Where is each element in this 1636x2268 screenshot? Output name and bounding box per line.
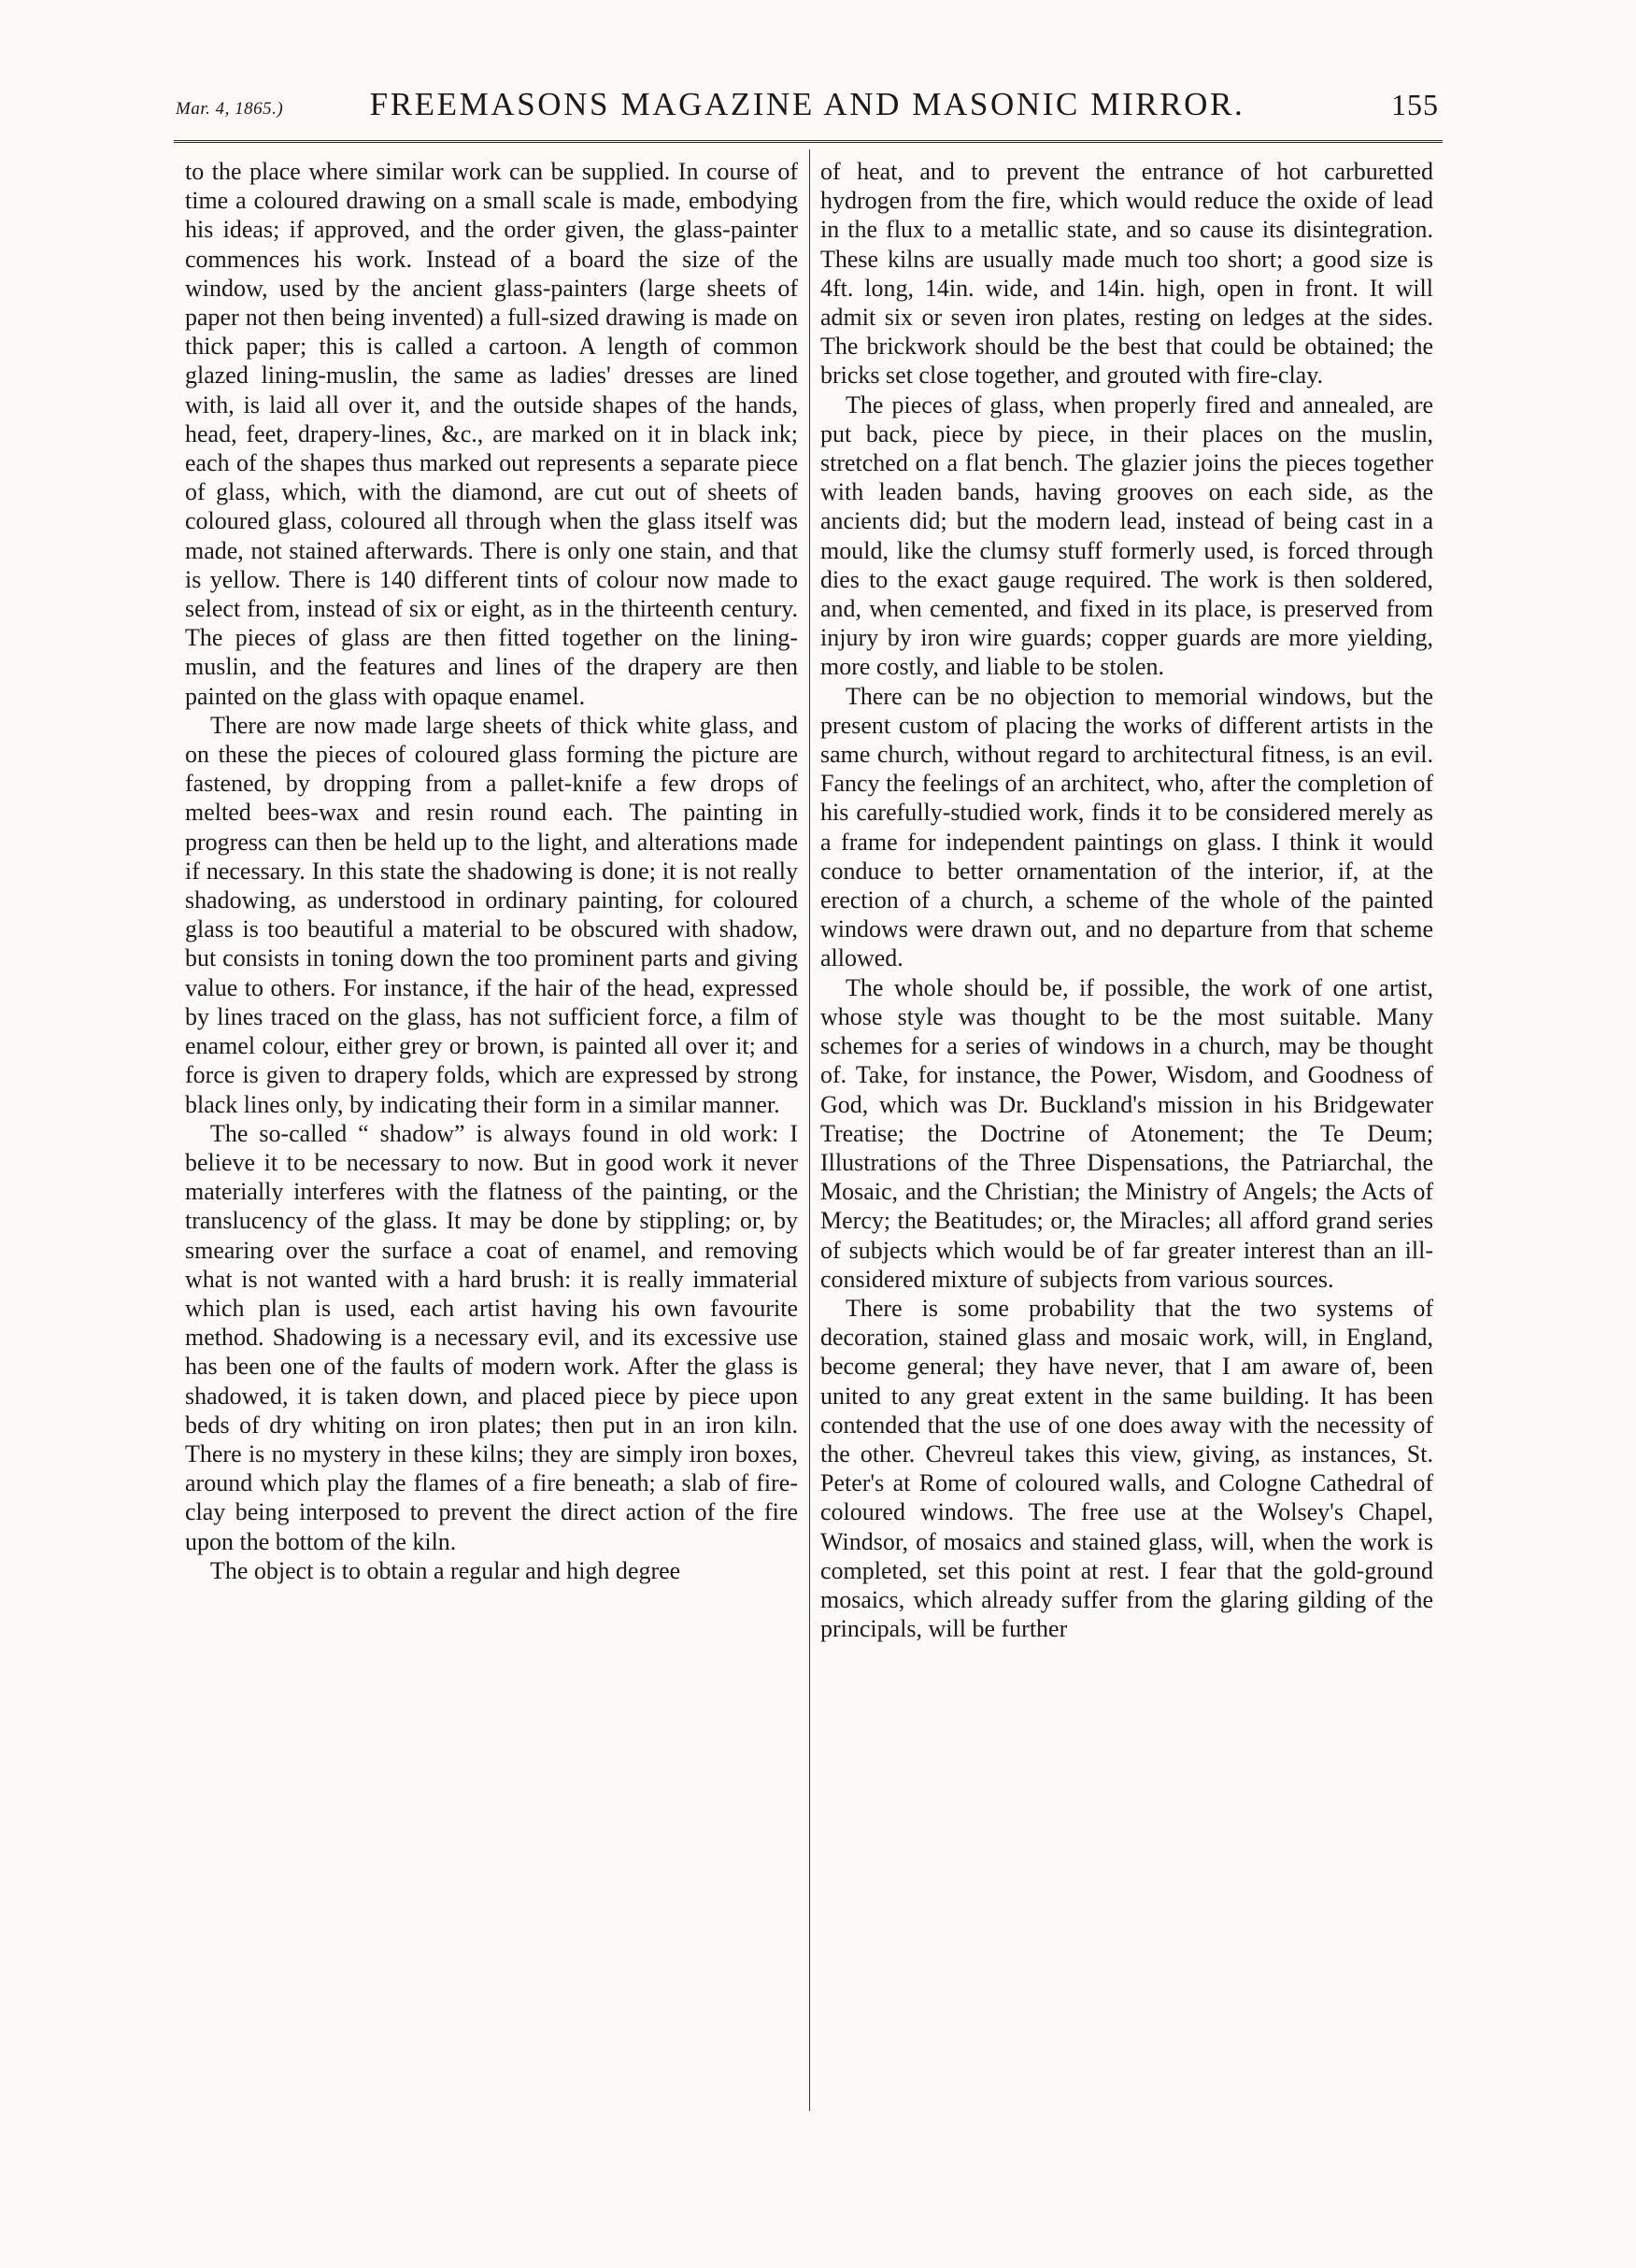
header-rule bbox=[174, 140, 1443, 143]
column-divider bbox=[809, 149, 810, 2111]
paragraph: of heat, and to prevent the entrance of hot carburetted hydrogen from the fire, which would reduce the oxide of lead in the flux to a metallic state, and so cause its disintegration. These kilns are usually made much too short; a good size is 4ft. long, 14in. wide, and 14in. high, open in front. It will admit six or seven iron plates, resting on ledges at the sides. The brickwork should be the best that could be obtained; the bricks set close together, and grouted with fire-clay. bbox=[820, 158, 1433, 390]
page-number: 155 bbox=[1391, 88, 1439, 121]
paragraph: The pieces of glass, when properly fired and annealed, are put back, piece by piece, in their places on the muslin, stretched on a flat bench. The glazier joins the pieces together with leaden bands, having grooves on each side, as the ancients did; but the modern lead, instead of being cast in a mould, like the clumsy stuff formerly used, is forced through dies to the exact gauge required. The work is then soldered, and, when cemented, and fixed in its place, is preserved from injury by iron wire guards; copper guards are more yielding, more costly, and liable to be stolen. bbox=[820, 390, 1433, 681]
paragraph: There is some probability that the two systems of decoration, stained glass and mosaic work, will, in England, become general; they have never, that I am aware of, been united to any great extent in the same building. It has been contended that the use of one does away with the necessity of the other. Chevreul takes this view, giving, as instances, St. Peter's at Rome of coloured walls, and Cologne Cathedral of coloured windows. The free use at the Wolsey's Chapel, Windsor, of mosaics and stained glass, will, when the work is completed, set this point at rest. I fear that the gold-ground mosaics, which already suffer from the glaring gilding of the principals, will be further bbox=[820, 1294, 1433, 1643]
paragraph: The whole should be, if possible, the work of one artist, whose style was thought to be the most suitable. Many schemes for a series of windows in a church, may be thought of. Take, for instance, the Power, Wisdom, and Goodness of God, which was Dr. Buckland's mission in his Bridgewater Treatise; the Doctrine of Atonement; the Te Deum; Illustrations of the Three Dispensations, the Patriarchal, the Mosaic, and the Christian; the Ministry of Angels; the Acts of Mercy; the Beatitudes; or, the Miracles; all afford grand series of subjects which would be of far greater interest than an ill-considered mixture of subjects from various sources. bbox=[820, 973, 1433, 1293]
paragraph: There can be no objection to memorial windows, but the present custom of placing the works of different artists in the same church, without regard to architectural fitness, is an evil. Fancy the feelings of an architect, who, after the completion of his carefully-studied work, finds it to be considered merely as a frame for independent paintings on glass. I think it would conduce to better ornamentation of the interior, if, at the erection of a church, a scheme of the whole of the painted windows were drawn out, and no departure from that scheme allowed. bbox=[820, 682, 1433, 972]
publication-title: FREEMASONS MAGAZINE AND MASONIC MIRROR. bbox=[369, 86, 1245, 122]
left-column bbox=[185, 157, 798, 1585]
paragraph: The object is to obtain a regular and high degree bbox=[210, 1556, 681, 1584]
right-column bbox=[820, 157, 1433, 1643]
running-header bbox=[176, 86, 1439, 131]
paragraph: There are now made large sheets of thick white glass, and on these the pieces of coloured glass forming the picture are fastened, by dropping from a pallet-knife a few drops of melted bees-wax and resin round each. The painting in progress can then be held up to the light, and alterations made if necessary. In this state the shadowing is done; it is not really shadowing, as understood in ordinary painting, for coloured glass is too beautiful a material to be obscured with shadow, but consists in toning down the too prominent parts and giving value to others. For instance, if the hair of the head, expressed by lines traced on the glass, has not sufficient force, a film of enamel colour, either grey or brown, is painted all over it; and force is given to drapery folds, which are expressed by strong black lines only, by indicating their form in a similar manner. bbox=[185, 711, 798, 1118]
paragraph: The so-called “ shadow” is always found in old work: I believe it to be necessary to now. But in good work it never materially interferes with the flatness of the painting, or the translucency of the glass. It may be done by stippling; or, by smearing over the surface a coat of enamel, and removing what is not wanted with a hard brush: it is really immaterial which plan is used, each artist having his own favourite method. Shadowing is a necessary evil, and its excessive use has been one of the faults of modern work. After the glass is shadowed, it is taken down, and placed piece by piece upon beds of dry whiting on iron plates; then put in an iron kiln. There is no mystery in these kilns; they are simply iron boxes, around which play the flames of a fire beneath; a slab of fire-clay being interposed to prevent the direct action of the fire upon the bottom of the kiln. bbox=[185, 1119, 798, 1555]
issue-date: Mar. 4, 1865.) bbox=[176, 99, 284, 119]
paragraph: to the place where similar work can be supplied. In course of time a coloured drawing on a small scale is made, embodying his ideas; if approved, and the order given, the glass-painter commences his work. Instead of a board the size of the window, used by the ancient glass-painters (large sheets of paper not then being invented) a full-sized drawing is made on thick paper; this is called a cartoon. A length of common glazed lining-muslin, the same as ladies' dresses are lined with, is laid all over it, and the outside shapes of the hands, head, feet, drapery-lines, &c., are marked on it in black ink; each of the shapes thus marked out represents a separate piece of glass, which, with the diamond, are cut out of sheets of coloured glass, coloured all through when the glass itself was made, not stained afterwards. There is only one stain, and that is yellow. There is 140 different tints of colour now made to select from, instead of six or eight, as in the thirteenth century. The pieces of glass are then fitted together on the lining-muslin, and the features and lines of the drapery are then painted on the glass with opaque enamel. bbox=[185, 158, 798, 710]
